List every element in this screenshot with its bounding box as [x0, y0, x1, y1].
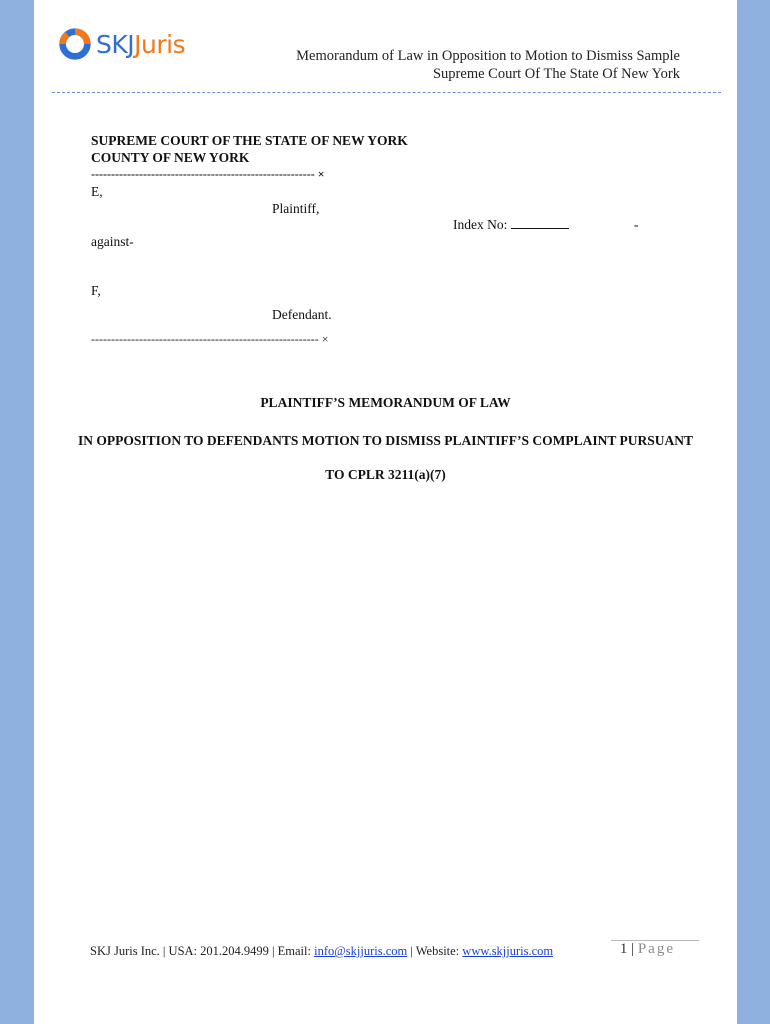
- skjjuris-logo: [56, 22, 185, 66]
- memo-subtitle-cont: TO CPLR 3211(a)(7): [325, 467, 446, 482]
- defendant-name: F,: [91, 283, 101, 298]
- page-number: [620, 941, 675, 958]
- logo-ring-icon: [56, 25, 94, 63]
- county-name: COUNTY OF NEW YORK: [91, 150, 250, 165]
- against-text: against-: [91, 234, 134, 249]
- page-header: [296, 47, 680, 83]
- memo-subtitle: IN OPPOSITION TO DEFENDANTS MOTION TO DISMISS PLAINTIFF’S COMPLAINT PURSUANT: [78, 433, 693, 448]
- index-dash: -: [634, 217, 639, 232]
- header-divider: [52, 92, 721, 93]
- document-page: [34, 0, 737, 1024]
- memo-title: PLAINTIFF’S MEMORANDUM OF LAW: [260, 395, 511, 410]
- header-line1: Memorandum of Law in Opposition to Motion to Dismiss Sample: [296, 48, 680, 64]
- footer-website-label: | Website:: [407, 944, 463, 958]
- page-number-sep: |: [627, 941, 638, 957]
- index-number-blank: [511, 216, 569, 229]
- logo-brand-second: Juris: [134, 29, 186, 59]
- defendant-label: Defendant.: [272, 307, 332, 322]
- page-number-value: 1: [619, 941, 628, 957]
- page-word: Page: [637, 941, 675, 957]
- index-number-field: [453, 216, 569, 233]
- court-name: SUPREME COURT OF THE STATE OF NEW YORK: [91, 133, 408, 148]
- plaintiff-name: E,: [91, 184, 103, 199]
- footer-email-link[interactable]: info@skjjuris.com: [314, 944, 408, 958]
- caption-divider-bottom: --------------------------------------------------------- ×: [91, 332, 329, 346]
- plaintiff-label: Plaintiff,: [272, 201, 320, 216]
- footer-website-link[interactable]: www.skjjuris.com: [462, 944, 554, 958]
- index-label: Index No:: [453, 217, 508, 232]
- header-line2: Supreme Court Of The State Of New York: [432, 66, 680, 82]
- footer-contact: SKJ Juris Inc. | USA: 201.204.9499 | Email:: [90, 944, 315, 958]
- page-footer: [90, 944, 553, 959]
- logo-brand-first: SKJ: [96, 29, 135, 59]
- caption-divider-top: -------------------------------------------------------- ×: [91, 167, 325, 181]
